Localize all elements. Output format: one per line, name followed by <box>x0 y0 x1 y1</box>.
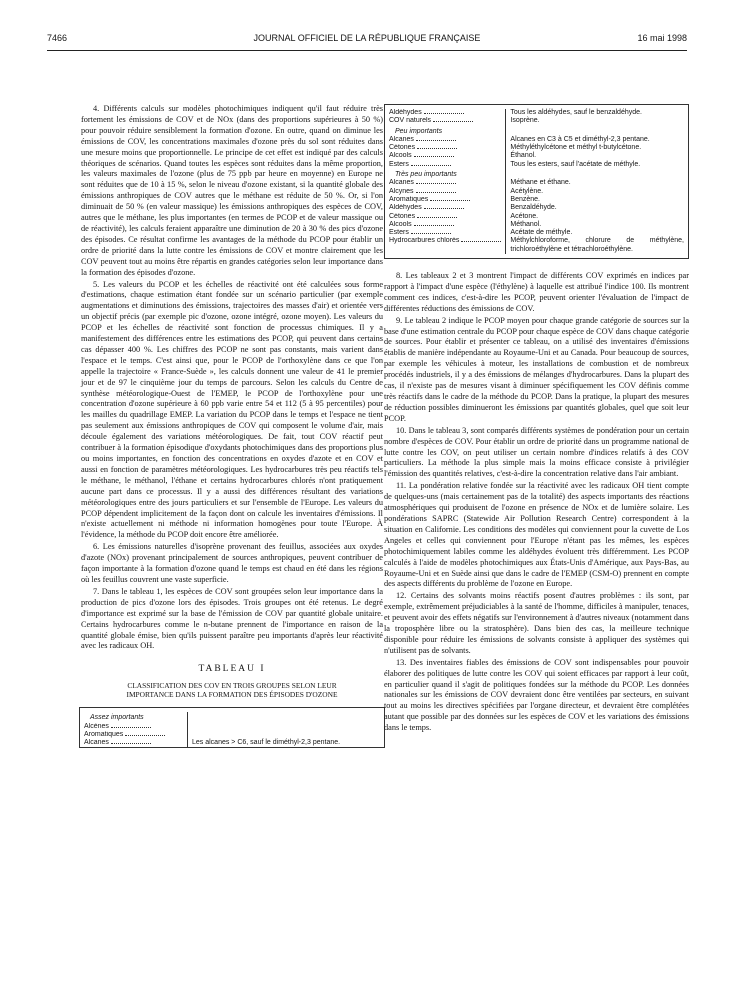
voc-species: Méthyléthylcétone et méthyl t-butylcétone. <box>510 144 642 152</box>
leader-dots <box>414 225 454 226</box>
voc-species: Alcanes en C3 à C5 et diméthyl-2,3 pentane. <box>510 135 650 143</box>
table-row <box>385 152 688 160</box>
voc-species: Tous les esters, sauf l'acétate de méthyle. <box>510 160 641 168</box>
voc-family: Alcools <box>389 152 412 160</box>
voc-family: Cétones <box>389 144 416 152</box>
leader-dots <box>424 113 464 114</box>
voc-species: Éthanol. <box>510 152 537 160</box>
leader-dots <box>433 121 473 122</box>
paragraph-10: 10. Dans le tableau 3, sont comparés différents systèmes de pondération pour un certain nombre d'espèces de COV. Pour établir un ordre de priorité dans un programme national de lutte contre les COV, on peut utiliser un certain nombre d'indices relatifs à des COV particuliers. La méthode la plus simple mais la moins efficace consiste à privilégier l'émission des quantités relatives, c'est-à-dire la concentration relative dans l'air ambiant. <box>384 425 689 479</box>
issue-date: 16 mai 1998 <box>637 33 687 43</box>
voc-species: Acétone. <box>510 212 539 220</box>
leader-dots <box>416 140 456 141</box>
paragraph-13: 13. Des inventaires fiables des émissions de COV sont indispensables pour pouvoir élaborer des politiques de lutte contre les COV qui soient efficaces par rapport à leur coût, en particulier quand il s'agit de politiques fondées sur la méthode du PCOP. Les données nationales sur les émissions de COV devraient donc être ventilées par secteurs, en suivant tout au moins les directives spécifiées par l'organe directeur, et devraient être complétées autant que possible par des données sur les espèces de COV et les variations des émissions dans le temps. <box>384 657 689 733</box>
leader-dots <box>414 156 454 157</box>
classification-table <box>80 712 384 747</box>
page-number: 7466 <box>47 33 68 43</box>
voc-family: Esters <box>389 229 409 237</box>
table-row <box>385 213 688 221</box>
leader-dots <box>417 217 457 218</box>
group-label: Assez importants <box>90 714 144 722</box>
table-row <box>385 196 688 204</box>
table-row <box>385 221 688 229</box>
table-row <box>385 188 688 196</box>
table-row <box>385 144 688 152</box>
table-row <box>80 739 384 747</box>
table-row <box>385 161 688 169</box>
left-column <box>81 104 383 748</box>
leader-dots <box>111 743 151 744</box>
table-row <box>80 723 384 731</box>
table-group-header <box>385 169 688 179</box>
voc-family: Cétones <box>389 212 416 220</box>
table-row <box>80 731 384 739</box>
voc-species: Les alcanes > C6, sauf le diméthyl-2,3 pentane. <box>192 739 341 747</box>
page-header <box>47 33 687 47</box>
classification-table-part-1 <box>79 707 385 748</box>
voc-family: Alcanes <box>84 739 109 747</box>
journal-title: JOURNAL OFFICIEL DE LA RÉPUBLIQUE FRANÇAISE <box>253 33 481 43</box>
paragraph-5: 5. Les valeurs du PCOP et les échelles de réactivité ont été calculées sous forme d'estimations, chaque estimation étant fondée sur un scénario particulier (par exemple augmentations et diminutions des émissions, trajectoires des masses d'air) et orientée vers un objectif précis (par exemple pic d'ozone, ozone intégré, ozone moyen). Les valeurs du PCOP et les échelles de réactivité sont fonction de processus chimiques. Il y a manifestement des différences entre les estimations des PCOP, qui peuvent dans certains cas dépasser 400 %. Les chiffres des PCOP ne sont pas constants, mais varient dans l'espace et le temps. C'est ainsi que, pour le PCOP de l'orthoxylène dans ce que l'on appelle la trajectoire « France-Suède », les calculs donnent une valeur de 41 le premier jour et de 97 le cinquième jour du temps de parcours. Selon les calculs du Centre de synthèse météorologique-Ouest de l'EMEP, le PCOP de l'orthoxylène pour une concentration d'ozone supérieure à 60 ppb varie entre 54 et 112 (5 à 95 percentiles) pour les mailles du quadrillage EMEP. La variation du PCOP dans le temps et l'espace ne tient pas seulement aux émissions anthropiques de COV qui composent le volume d'air, mais découle également des variations météorologiques. De fait, tout COV réactif peut contribuer à la formation épisodique d'oxydants photochimiques dans des proportions plus ou moins importantes, en fonction des concentrations en oxydes d'azote et en COV et aussi en fonction de paramètres météorologiques. Les hydrocarbures très peu réactifs tels le méthane, le méthanol, l'éthane et certains hydrocarbures chlorés n'ont pratiquement aucune part dans ce processus. Il y a aussi des différences résultant des variations météorologiques entre des jours particuliers et sur l'ensemble de l'Europe. Les valeurs du PCOP dépendent implicitement de la façon dont on calcule les inventaires d'émissions. Il n'existe actuellement ni méthode ni information homogènes pour toute l'Europe. À l'évidence, la méthode du PCOP doit encore être améliorée. <box>81 279 383 540</box>
voc-family: Esters <box>389 160 409 168</box>
table-row <box>385 204 688 212</box>
paragraph-7: 7. Dans le tableau 1, les espèces de COV sont groupées selon leur importance dans la production de pics d'ozone lors des épisodes. Trois groupes ont été retenus. Le degré d'importance est exprimé sur la base de l'émission de COV par quantité globale unitaire. Certains hydrocarbures comme le n-butane prennent de l'importance en raison de la quantité globale émise, bien qu'ils puissent paraître peu importants d'après leur réactivité avec les radicaux OH. <box>81 586 383 651</box>
paragraph-4: 4. Différents calculs sur modèles photochimiques indiquent qu'il faut réduire très fortement les émissions de COV et de NOx (dans des proportions supérieures à 50 %) pour pouvoir réduire sensiblement la formation d'ozone. En outre, quand on diminue les émissions de COV, les concentrations maximales d'ozone près du sol sont réduites dans une mesure moins que proportionnelle. Le principe de cet effet est indiqué par des calculs théoriques de scénarios. Quand toutes les espèces sont réduites dans la même proportion, les valeurs maximales de l'ozone (plus de 75 ppb par heure en moyenne) en Europe ne sont réduites que de 10 à 15 %, selon le niveau d'ozone existant, si la quantité globale des émissions anthropiques de COV autres que le méthane est réduite de 50 %. Or, si l'on diminuait de 50 % (en valeur massique) les émissions anthropiques des espèces de COV, autres que le méthane, les plus importantes (en termes de PCOP et de valeur massique ou de réactivité), les calculs feraient apparaître une diminution de 20 à 30 % des pics d'ozone des épisodes. Ce résultat confirme les avantages de la méthode du PCOP pour établir un ordre de priorité dans la lutte contre les émissions de COV et montre clairement que les COV peuvent tout au moins être répartis en grandes catégories selon leur importance dans la formation des épisodes d'ozone. <box>81 104 383 277</box>
leader-dots <box>461 241 501 242</box>
table-row <box>385 179 688 187</box>
header-rule <box>47 50 687 51</box>
voc-species: Acétylène. <box>510 187 544 195</box>
paragraph-8: 8. Les tableaux 2 et 3 montrent l'impact de différents COV exprimés en indices par rapport à l'impact d'une espèce (l'éthylène) à laquelle est attribué l'indice 100. Ils montrent comment ces indices, c'est-à-dire les PCOP, peuvent orienter l'évaluation de l'impact de différentes réductions des émissions de COV. <box>384 271 689 313</box>
leader-dots <box>125 735 165 736</box>
paragraph-9: 9. Le tableau 2 indique le PCOP moyen pour chaque grande catégorie de sources sur la base d'une estimation centrale du PCOP pour chaque espèce de COV dans chaque catégorie de sources. Pour établir et présenter ce tableau, on a utilisé des inventaires d'émissions établis de manière indépendante au Royaume-Uni et au Canada. Pour beaucoup de sources, par exemple les véhicules à moteur, les installations de combustion et de nombreux procédés industriels, il y a des émissions de mélanges d'hydrocarbures. Dans la plupart des cas, il n'existe pas de mesures visant à diminuer spécifiquement les COV définis comme très réactifs dans le cadre de la méthode du PCOP. Dans la pratique, la plupart des mesures de réduction possibles diminueront les émissions par quantités globales, quel que soit leur PCOP. <box>384 315 689 423</box>
voc-family: Alcènes <box>84 722 109 730</box>
voc-family: Aromatiques <box>389 195 429 203</box>
voc-family: Alcynes <box>389 187 414 195</box>
leader-dots <box>411 233 451 234</box>
voc-family: Aldéhydes <box>389 109 422 116</box>
table-row <box>385 109 688 117</box>
table-row <box>385 237 688 254</box>
leader-dots <box>424 208 464 209</box>
voc-family: COV naturels <box>389 117 432 125</box>
leader-dots <box>411 165 451 166</box>
paragraph-11: 11. La pondération relative fondée sur la réactivité avec les radicaux OH tient compte de quelques-uns (mais certainement pas de la totalité) des aspects importants des réactions atmosphériques qui produisent de l'ozone en présence de NOx et de lumière solaire. Les pondérations SAPRC (Statewide Air Pollution Research Centre) correspondent à la situation en Californie. Les conditions des modèles qui conviennent pour la cuvette de Los Angeles et celles qui conviennent pour l'Europe n'étant pas les mêmes, les espèces photochimiquement labiles comme les aldéhydes évoluent très différemment. Les PCOP calculés à l'aide de modèles photochimiques aux États-Unis d'Amérique, aux Pays-Bas, au Royaume-Uni et en Suède ainsi que dans le cadre de l'EMEP (CSM-O) prennent en compte des aspects différents du problème de l'ozone en Europe. <box>384 481 689 589</box>
group-label: Peu importants <box>395 127 443 135</box>
leader-dots <box>111 727 151 728</box>
table-group-header <box>80 712 384 722</box>
voc-family: Hydrocarbures chlorés <box>389 237 460 245</box>
voc-species: Benzaldéhyde. <box>510 204 557 212</box>
voc-species: Méthane et éthane. <box>510 179 571 187</box>
voc-family: Alcanes <box>389 179 414 187</box>
table-title: TABLEAU I <box>198 664 266 675</box>
paragraph-12: 12. Certains des solvants moins réactifs posent d'autres problèmes : ils sont, par exemple, extrêmement préjudiciables à la santé de l'homme, difficiles à manipuler, tenaces, et peuvent avoir des effets négatifs sur l'environnement à d'autres niveaux (notamment dans la troposphère libre ou la stratosphère). Dans bien des cas, la meilleure technique disponible pour réduire les émissions de solvants consiste à appliquer des systèmes qui n'utilisent pas de solvants. <box>384 591 689 655</box>
table-row <box>385 229 688 237</box>
voc-family: Alcanes <box>389 135 414 143</box>
classification-table-part-2 <box>384 104 689 259</box>
voc-species: Acétate de méthyle. <box>510 229 573 237</box>
right-column <box>384 104 689 735</box>
table-row <box>385 117 688 125</box>
voc-family: Aromatiques <box>84 730 124 738</box>
leader-dots <box>416 183 456 184</box>
table-row <box>385 136 688 144</box>
group-label: Très peu importants <box>395 171 457 179</box>
paragraph-6: 6. Les émissions naturelles d'isoprène provenant des feuillus, associées aux oxydes d'azote (NOx) provenant principalement de sources anthropiques, peuvent contribuer de façon importante à la formation d'ozone quand le temps est chaud en été dans les régions où les feuillus couvrent une vaste superficie. <box>81 542 383 584</box>
voc-species: Tous les aldéhydes, sauf le benzaldéhyde. <box>510 109 642 116</box>
voc-species: Méthanol. <box>510 220 542 228</box>
table-group-header <box>385 126 688 136</box>
table-subtitle: CLASSIFICATION DES COV EN TROIS GROUPES SELON LEUR IMPORTANCE DANS LA FORMATION DES ÉPISODES D'OZONE <box>126 681 338 700</box>
voc-species: Benzène. <box>510 195 541 203</box>
voc-species: Méthylchloroforme, chlorure de méthylène, trichloroéthylène et tétrachloroéthylène. <box>510 237 684 253</box>
leader-dots <box>417 148 457 149</box>
classification-table-continued <box>385 109 688 254</box>
voc-family: Alcools <box>389 220 412 228</box>
leader-dots <box>416 192 456 193</box>
voc-family: Aldéhydes <box>389 204 422 212</box>
voc-species: Isoprène. <box>510 117 540 125</box>
leader-dots <box>430 200 470 201</box>
